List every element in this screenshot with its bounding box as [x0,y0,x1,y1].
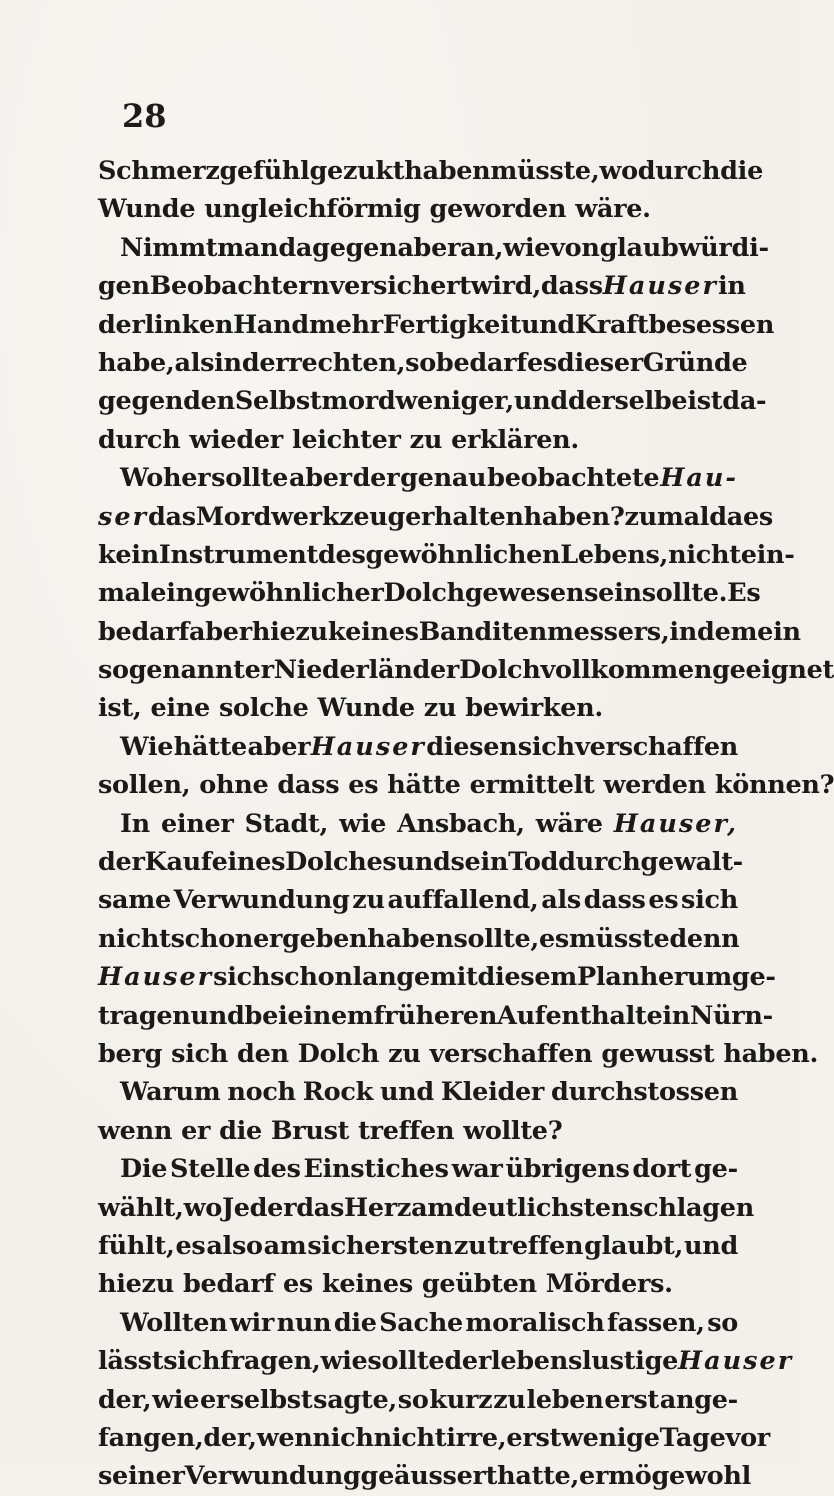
word: als [541,885,581,916]
word: Die [120,1154,168,1185]
word: gewalt- [640,847,743,878]
word: der [352,463,400,494]
text-line [98,344,748,382]
text-line [98,651,834,689]
word: und [190,1000,245,1031]
word: sein [584,578,642,609]
word: seiner [98,1461,185,1492]
text-line [98,1150,738,1188]
word: Kauf [144,847,212,878]
word: dass [583,885,646,916]
word: aber [189,616,252,647]
word: sogenannter [98,655,274,686]
word: war [451,1154,503,1185]
word: wenige [560,1422,660,1453]
word: Stadt, [244,808,329,839]
word: verschaffen [575,731,738,762]
word: kein [98,539,159,570]
word: keines [321,1269,413,1300]
word: versichert [329,271,471,302]
word: Selbstmord [234,386,396,417]
word: der, [98,1384,152,1415]
word: Dolch [383,578,465,609]
text-line [98,997,773,1035]
word: Mordwerkzeug [195,501,406,532]
word: gewesen [464,578,585,609]
word: Dolch [297,1038,380,1069]
word: treffen [358,1115,455,1146]
word: und [520,309,575,340]
word: Warum [120,1077,221,1108]
word: am [263,1230,307,1261]
text-line [98,1342,794,1380]
word: sichersten [307,1230,454,1261]
word: In [120,808,150,839]
word: in [717,271,746,302]
word: es [648,885,679,916]
word: die [333,1307,377,1338]
word: geeignet [712,655,834,686]
word: mit [429,962,478,993]
word: gewöhnlicher [193,578,384,609]
word: Verwundung [173,885,350,916]
word: Nimmt [120,232,218,263]
word: solche [218,693,309,724]
word: Jeder [221,1192,297,1223]
word: bewirken. [465,693,603,724]
word: zu [453,1230,487,1261]
word: die [720,156,763,186]
word: vor [725,1422,770,1453]
word: er [181,1115,211,1146]
word: das [296,1192,345,1223]
word: Fertigkeit [382,309,521,340]
word: müsste, [490,156,600,186]
word: haben. [723,1038,819,1069]
word: zu [423,693,457,724]
word: Hand [233,309,309,340]
word: so [707,1307,738,1338]
word: berg [98,1038,163,1069]
emphasized-name: Hauser [602,271,718,302]
word: hiezu [251,616,328,647]
word: wie [320,1346,368,1377]
word: in [214,347,242,378]
word: durchstossen [551,1077,738,1108]
word: zumal [624,501,710,532]
word: und [396,847,451,878]
word: als [174,347,215,378]
word: Plan [576,962,640,993]
word: aber [247,731,311,762]
text-line [98,382,767,420]
text-line [98,1035,819,1073]
word: sich [163,1346,221,1377]
word: wäre. [575,194,651,225]
word: wenn [256,1422,331,1453]
word: erst [604,1384,659,1415]
word: übrigens [505,1154,630,1185]
emphasized-name: ser [98,501,149,532]
word: linken [144,309,234,340]
word: Ansbach, [397,808,525,839]
text-line [98,1381,738,1419]
word: ange- [659,1384,738,1415]
body-text [98,152,834,1496]
word: hätte [173,731,247,762]
word: gen [98,271,150,302]
word: der [98,847,145,878]
word: ein- [740,539,795,570]
word: den [237,1038,289,1069]
word: hiezu [98,1269,174,1300]
word: ge- [694,1154,738,1185]
word: haben [404,156,491,186]
word: es [538,923,569,954]
word: wenn [98,1115,173,1146]
word: da- [722,386,767,417]
word: deutlichsten [453,1192,630,1223]
word: sich [213,962,271,993]
emphasized-name: Hauser [678,1346,794,1377]
word: mal [98,578,151,609]
text-line [98,229,769,267]
word: ermittelt [469,770,595,801]
text-line [98,920,738,958]
word: sollte [211,463,289,494]
word: Mörders. [545,1269,673,1300]
word: genau [400,463,487,494]
word: verschaffen [429,1038,593,1069]
word: wieder [189,424,283,455]
word: herumge- [639,962,776,993]
word: Wunde [317,693,415,724]
text-line [98,1304,738,1342]
word: also [206,1230,263,1261]
word: wollte? [463,1115,563,1146]
word: gewusst [601,1038,715,1069]
word: sein [450,847,509,878]
text-line [98,267,746,305]
word: gegen [98,386,184,417]
page-number: 28 [122,97,167,135]
text-line [98,728,738,766]
word: gezukt [309,156,405,186]
word: so [397,1384,429,1415]
word: ich [330,1422,374,1453]
word: lässt [98,1346,164,1377]
word: wie [339,808,387,839]
text-line [98,190,738,228]
word: wo [183,1192,222,1223]
word: Gründe [642,347,748,378]
word: glaubwürdi- [599,232,769,263]
word: Aufenthalte [497,1000,663,1031]
word: irre, [446,1422,507,1453]
word: Woher [120,463,211,494]
word: sich [681,885,738,916]
text-line [98,613,801,651]
word: bedarf [98,616,190,647]
word: beobachtete [487,463,660,494]
word: eine [150,693,210,724]
word: bei [244,1000,288,1031]
word: ohne [199,770,269,801]
text-line [98,1189,754,1227]
word: es [348,770,379,801]
text-line [98,805,738,843]
word: dort [632,1154,692,1185]
word: sich [517,731,575,762]
word: in [662,1000,691,1031]
word: Sache [379,1307,463,1338]
text-line [98,1227,738,1265]
text-line [98,306,775,344]
word: nicht [668,539,741,570]
word: treffen [487,1230,584,1261]
word: erhalten [405,501,524,532]
word: ist, [98,693,142,724]
word: haben? [523,501,625,532]
word: hätte [387,770,461,801]
word: dieser [556,347,643,378]
word: Banditenmessers, [418,616,670,647]
word: leichter [291,424,401,455]
emphasized-name: Hauser [310,731,426,762]
word: fassen, [606,1307,705,1338]
word: denn [669,923,740,954]
word: fangen, [98,1422,204,1453]
text-line [98,152,763,190]
word: es [526,347,557,378]
word: Rock [302,1077,373,1108]
word: einer [160,808,234,839]
word: ungleichförmig [204,194,421,225]
word: nicht [98,923,171,954]
word: ergeben [253,923,368,954]
word: vollkommen [540,655,713,686]
word: schon [170,923,254,954]
word: den [183,386,235,417]
word: haben [367,923,454,954]
word: glaubt, [584,1230,684,1261]
word: indem [669,616,758,647]
word: Tage [659,1422,726,1453]
emphasized-name: Hauser, [613,808,738,839]
word: auffallend, [387,885,539,916]
emphasized-name: Hauser [98,962,214,993]
word: wählt, [98,1192,184,1223]
word: sollen, [98,770,191,801]
text-line [98,766,834,804]
word: Kraft [574,309,649,340]
word: derselbe [567,386,688,417]
word: eines [211,847,286,878]
text-line [98,843,743,881]
word: dagegen [278,232,398,263]
word: des [253,1154,301,1185]
word: der [241,347,289,378]
word: der, [203,1422,257,1453]
word: Brust [270,1115,350,1146]
word: lange [352,962,430,993]
word: wird, [470,271,541,302]
word: können? [714,770,834,801]
word: sollte, [453,923,539,954]
word: so [405,347,436,378]
word: habe, [98,347,175,378]
word: nicht [373,1422,447,1453]
word: hatte, [497,1461,580,1492]
text-line [98,1419,770,1457]
word: sagte, [313,1384,397,1415]
word: das [148,501,196,532]
word: erst [506,1422,561,1453]
word: schlagen [629,1192,754,1223]
word: zu [409,424,443,455]
word: es [283,1269,313,1300]
word: wie [503,232,551,263]
word: der [444,1346,491,1377]
word: zu [388,1038,421,1069]
text-line [98,1073,738,1111]
word: Nürn- [690,1000,773,1031]
word: moralisch [465,1307,605,1338]
word: und [513,386,568,417]
word: Dolch [459,655,541,686]
text-line [98,958,776,996]
word: Instrument [158,539,319,570]
word: Niederländer [273,655,460,686]
word: zu [352,885,385,916]
text-line [98,1112,738,1150]
word: Herz [344,1192,412,1223]
word: fragen, [220,1346,321,1377]
word: werden [603,770,706,801]
word: er [199,1384,230,1415]
word: geäussert [360,1461,498,1492]
text-line [98,1457,751,1495]
word: nun [276,1307,332,1338]
word: Lebens, [560,539,669,570]
word: ist [687,386,723,417]
word: aber [288,463,352,494]
word: bedarf [182,1269,274,1300]
word: bedarf [435,347,527,378]
word: an, [460,232,504,263]
word: einem [287,1000,374,1031]
word: sollte. [641,578,728,609]
text-line [98,459,738,497]
word: Einstiches [303,1154,449,1185]
word: aber [397,232,461,263]
word: wäre [535,808,603,839]
word: Wie [120,731,174,762]
text-line [98,689,738,727]
text-line [98,421,738,459]
word: am [411,1192,454,1223]
word: geübten [421,1269,537,1300]
word: gewöhnlichen [365,539,561,570]
word: möge [608,1461,685,1492]
word: und [379,1077,434,1108]
word: diesem [477,962,577,993]
word: Verwundung [184,1461,361,1492]
word: Stelle [170,1154,251,1185]
word: keines [327,616,419,647]
word: mehr [308,309,383,340]
word: ein [757,616,801,647]
word: durch [558,847,641,878]
word: same [98,885,171,916]
word: ein [150,578,194,609]
word: besessen [648,309,775,340]
word: wohl [684,1461,751,1492]
word: Kleider [440,1077,545,1108]
word: dass [277,770,340,801]
word: Schmerzgefühl [98,156,310,186]
word: er [579,1461,609,1492]
word: wir [229,1307,275,1338]
word: selbst [229,1384,313,1415]
word: Dolches [285,847,397,878]
word: es [742,501,773,532]
word: es [175,1230,206,1261]
word: Es [727,578,761,609]
word: lebenslustige [490,1346,679,1377]
word: geworden [429,194,567,225]
word: tragen [98,1000,191,1031]
text-line [98,881,738,919]
word: Beobachtern [149,271,330,302]
word: des [318,539,366,570]
word: sich [171,1038,229,1069]
word: erklären. [451,424,579,455]
word: Wollten [120,1307,228,1338]
word: fühlt, [98,1230,175,1261]
text-line [98,498,773,536]
text-line [98,536,795,574]
word: und [683,1230,738,1261]
word: schon [270,962,353,993]
word: leben [526,1384,604,1415]
word: rechten, [288,347,406,378]
text-line [98,574,761,612]
word: durch [98,424,181,455]
word: Wunde [98,194,196,225]
word: kurz [429,1384,493,1415]
word: der [98,309,145,340]
word: sollte [367,1346,445,1377]
word: noch [227,1077,296,1108]
text-line [98,1265,738,1303]
word: zu [493,1384,526,1415]
word: früheren [373,1000,498,1031]
word: wodurch [599,156,721,186]
word: dass [540,271,603,302]
word: von [550,232,600,263]
word: da [709,501,743,532]
word: weniger, [395,386,514,417]
word: die [219,1115,262,1146]
word: diesen [426,731,518,762]
word: man [217,232,279,263]
emphasized-name: Hau- [660,463,738,494]
word: Tod [508,847,559,878]
word: wie [152,1384,200,1415]
word: müsste [568,923,670,954]
